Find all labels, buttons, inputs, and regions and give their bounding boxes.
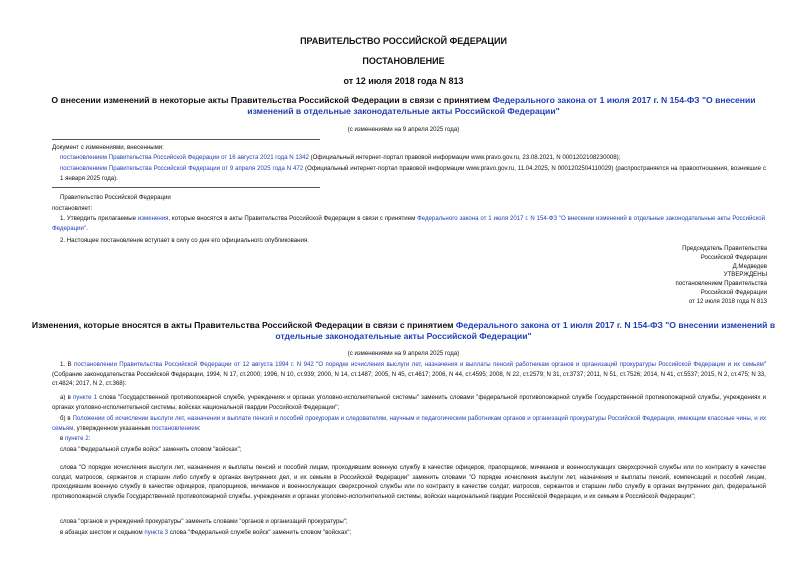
approved-line-3: от 12 июля 2018 года N 813: [688, 297, 767, 305]
divider: [52, 187, 320, 188]
annex-paragraph-b: [52, 414, 766, 433]
paragraph-1: [52, 214, 765, 233]
resolves-line: постановляет:: [52, 205, 93, 212]
apb-text-a: б) в: [60, 415, 73, 422]
p1-text-a: 1. Утвердить прилагаемые: [60, 215, 138, 222]
apa-text-a: а) в: [60, 394, 73, 401]
resolution-link[interactable]: постановлением: [151, 424, 199, 432]
changes-intro: Документ с изменениями, внесенными:: [52, 144, 164, 151]
p1-text-c: .: [86, 224, 88, 232]
point-1-link[interactable]: пункте 1: [73, 394, 98, 401]
annex-edition-note: (с изменениями на 9 апреля 2025 года): [347, 350, 460, 357]
annex-title-text: Изменения, которые вносятся в акты Правительства Российской Федерации в связи с принятием: [31, 320, 456, 330]
regulation-link[interactable]: Положении об исчислении выслуги лет, назначении и выплате пенсий и пособий прокурорам и следователям, научным и педагогическим работникам органов и организаций прокуратуры Российской Федерации, имеющим классные чины, и их семьям: [52, 415, 766, 432]
annex-title: [30, 320, 777, 342]
document-type: ПОСТАНОВЛЕНИЕ: [362, 56, 445, 66]
annex-law-link[interactable]: Федерального закона от 1 июля 2017 г. N 154-ФЗ "О внесении изменений в отдельные законодательные акты Российской Федерации": [275, 320, 776, 341]
apg-text-b: слова "Федеральной службе войск" заменить словом "войсках";: [168, 529, 352, 536]
ap1-text-c: " (Собрание законодательства Российской Федерации, 1994, N 17, ст.2000; 1996, N 10, ст.939; 2000, N 14, ст.1487; 2005, N 45, ст.4617; 2006, N 44, ст.4595; 2008, N 22, ст.2579; N 31, ст.3737; 2011, N 51, ст.7526; 2014, N 41, ст.5537; 2015, N 2, ст.475; N 33, ст.4824; 2017, N 2, ст.368):: [52, 361, 766, 387]
annex-paragraph-e: слова "О порядке исчисления выслуги лет, назначения и выплаты пенсий и пособий лицам, проходившим военную службу в качестве офицеров, прапорщиков, мичманов и военнослужащих сверхсрочной службы или по контракту в качестве солдат, матросов, сержантов и старшин либо службу в органах внутренних дел, и их семьям в Российской Федерации" заменить словами "О порядке исчисления выслуги лет, назначения и выплаты пенсий, компенсаций и пособий лицам, проходившим военную службу в качестве офицеров, прапорщиков, мичманов и военнослужащих сверхсрочной службы или по контракту в качестве солдат, матросов, сержантов и старшин либо службу в органах внутренних дел, федеральной противопожарной службе Государственной противопожарной службы, учреждениях и органах уголовно-исполнительной системы, войсках национальной гвардии Российской Федерации, и их семьям в Российской Федерации";: [52, 464, 766, 500]
divider: [52, 139, 320, 140]
document-title: [30, 95, 777, 117]
approved-label: УТВЕРЖДЕНЫ: [723, 271, 767, 279]
signature-position: Председатель Правительства: [682, 245, 767, 252]
changes-item-2: [60, 164, 766, 183]
apc-text-a: в: [60, 435, 65, 442]
apb-text-c: :: [198, 424, 201, 432]
resolution-942-title-link[interactable]: О порядке исчисления выслуги лет, назначения и выплаты пенсий работникам органов и организаций прокуратуры Российской Федерации и их семьям: [318, 361, 764, 368]
government-heading: ПРАВИТЕЛЬСТВО РОССИЙСКОЙ ФЕДЕРАЦИИ: [300, 36, 507, 46]
change-link-1342[interactable]: постановлением Правительства Российской Федерации от 16 августа 2021 года N 1342: [60, 154, 309, 161]
title-law-link[interactable]: Федерального закона от 1 июля 2017 г. N 154-ФЗ "О внесении изменений в отдельные законодательные акты Российской Федерации": [247, 95, 756, 116]
approved-line-2: Российской Федерации: [700, 288, 767, 296]
point-2-link[interactable]: пункте 2: [64, 435, 89, 442]
ap1-text-b: ": [313, 361, 319, 368]
change-link-472[interactable]: постановлением Правительства Российской Федерации от 9 апреля 2025 года N 472: [60, 165, 304, 172]
p1-text-b: , которые вносятся в акты Правительства Российской Федерации в связи с принятием: [168, 215, 418, 222]
apb-text-b: , утвержденном указанным: [73, 424, 152, 432]
ap1-text-a: 1. В: [60, 361, 75, 368]
paragraph-2: 2. Настоящее постановление вступает в силу со дня его официального опубликования.: [60, 237, 309, 244]
annex-paragraph-1: [52, 360, 766, 389]
document-date: от 12 июля 2018 года N 813: [343, 76, 464, 86]
apg-text-a: в абзацах шестом и седьмом: [60, 529, 145, 536]
change-source-2: (Официальный интернет-портал правовой информации www.pravo.gov.ru, 11.04.2025, N 0001202504110029) (распространяется на правоотношения, возникшие с 1 января 2025 года).: [60, 165, 767, 182]
approved-line-1: постановлением Правительства: [675, 280, 767, 288]
apa-text-b: слова "Государственной противопожарной службе, учреждениях и органах уголовно-исполнительной системы" заменить словами "федеральной противопожарной службе Государственной противопожарной службы, учреждениях и органах уголовно-исполнительной системы, войсках национальной гвардии Российской Федерации";: [52, 394, 767, 411]
annex-paragraph-f: слова "органов и учреждений прокуратуры" заменить словами "органов и организаций прокуратуры";: [60, 518, 348, 525]
changes-item-1: [60, 153, 766, 163]
change-source-1: (Официальный интернет-портал правовой информации www.pravo.gov.ru, 23.08.2021, N 0001202108230008);: [308, 154, 621, 161]
annex-paragraph-a: [52, 393, 766, 412]
edition-note: (с изменениями на 9 апреля 2025 года): [347, 126, 460, 133]
resolution-942-link[interactable]: постановлении Правительства Российской Федерации от 12 августа 1994 г. N 942: [74, 361, 314, 368]
title-text: О внесении изменений в некоторые акты Правительства Российской Федерации в связи с принятием: [51, 95, 493, 105]
apc-text-b: :: [88, 435, 91, 442]
annex-paragraph-c: [60, 434, 766, 444]
law-link[interactable]: Федерального закона от 1 июля 2017 г. N 154-ФЗ "О внесении изменений в отдельные законодательные акты Российской Федерации": [52, 215, 765, 232]
annex-paragraph-d: слова "Федеральной службе войск" заменить словом "войсках";: [60, 446, 242, 453]
government-line: Правительство Российской Федерации: [60, 194, 171, 201]
changes-link[interactable]: изменения: [137, 215, 169, 222]
signature-block: [675, 245, 767, 307]
signature-name: Д.Медведев: [732, 262, 767, 270]
point-3-link[interactable]: пункта 3: [144, 529, 169, 536]
annex-paragraph-g: [60, 528, 766, 538]
signature-country: Российской Федерации: [700, 253, 767, 261]
